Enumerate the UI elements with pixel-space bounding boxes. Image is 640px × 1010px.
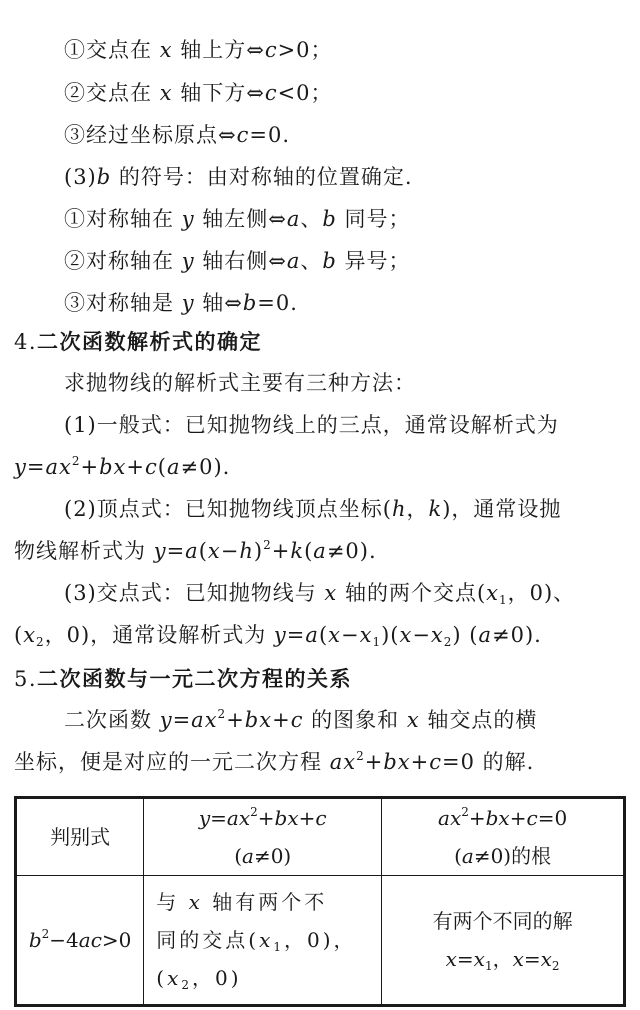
section-4-title: 二次函数解析式的确定 <box>37 330 263 354</box>
table-row <box>16 876 625 1006</box>
intercept-form-formula: ($x_2$，0)，通常设解析式为 $y=a(x-x_1)(x-x_2)$ (a≠0). <box>14 623 542 649</box>
header-equation-formula: $ax^2+bx+c=0$ <box>438 805 568 830</box>
intercept-form-label: (3)交点式：已知抛物线与 x 轴的两个交点($x_1$，0)、 <box>64 581 576 607</box>
vertex-form-label: (2)顶点式：已知抛物线顶点坐标(h，k)，通常设抛 <box>64 497 562 521</box>
condition-c-positive: ①交点在 x 轴上方⇔c>0； <box>64 38 333 62</box>
graph-line-3: ($x_2$，0) <box>156 966 242 992</box>
header-discriminant: 判别式 <box>16 798 144 876</box>
axis-y-condition: ③对称轴是 y 轴⇔b=0. <box>64 291 298 315</box>
section-4-heading <box>14 328 262 356</box>
cell-graph-two-intersections <box>144 876 382 1006</box>
b-sign-heading: (3)b 的符号：由对称轴的位置确定. <box>64 165 413 189</box>
section-5-number: 5. <box>14 667 38 691</box>
condition-c-negative: ②交点在 x 轴下方⇔c<0； <box>64 81 333 105</box>
roots-line-2: $x=x_1$，$x=x_2$ <box>445 947 560 973</box>
section-5-paragraph-line-2: 坐标，便是对应的一元二次方程 $ax^2+bx+c=0$ 的解. <box>14 749 535 774</box>
roots-line-1: 有两个不同的解 <box>432 909 573 933</box>
table-header-row <box>16 798 625 876</box>
header-function <box>144 798 382 876</box>
graph-line-1: 与 x 轴有两个不 <box>156 890 328 914</box>
axis-left-condition: ①对称轴在 y 轴左侧⇔a、b 同号； <box>64 207 411 231</box>
general-form-label: (1)一般式：已知抛物线上的三点，通常设解析式为 <box>64 413 559 437</box>
cell-discriminant-positive: $b^2-4ac>0$ <box>16 876 144 1006</box>
header-function-formula: $y=ax^2+bx+c$ <box>198 805 327 830</box>
section-4-number: 4. <box>14 330 38 354</box>
discriminant-table <box>14 796 626 1007</box>
header-equation-roots <box>382 798 625 876</box>
graph-line-2: 同的交点($x_1$，0)， <box>156 928 357 954</box>
cell-roots-two-distinct <box>382 876 625 1006</box>
section-4-intro: 求抛物线的解析式主要有三种方法： <box>64 371 416 395</box>
section-5-heading <box>14 665 352 693</box>
condition-c-zero: ③经过坐标原点⇔c=0. <box>64 123 291 147</box>
axis-right-condition: ②对称轴在 y 轴右侧⇔a、b 异号； <box>64 249 411 273</box>
section-5-paragraph-line-1: 二次函数 $y=ax^2+bx+c$ 的图象和 x 轴交点的横 <box>64 707 538 732</box>
vertex-form-formula: 物线解析式为 $y=a(x-h)^2+k(a\ne 0)$. <box>14 538 377 563</box>
header-equation-condition: (a≠0)的根 <box>454 844 552 868</box>
general-form-formula: $y=ax^2+bx+c(a\ne 0)$. <box>14 454 231 479</box>
section-5-title: 二次函数与一元二次方程的关系 <box>37 667 353 691</box>
header-function-condition: (a≠0) <box>234 844 292 868</box>
